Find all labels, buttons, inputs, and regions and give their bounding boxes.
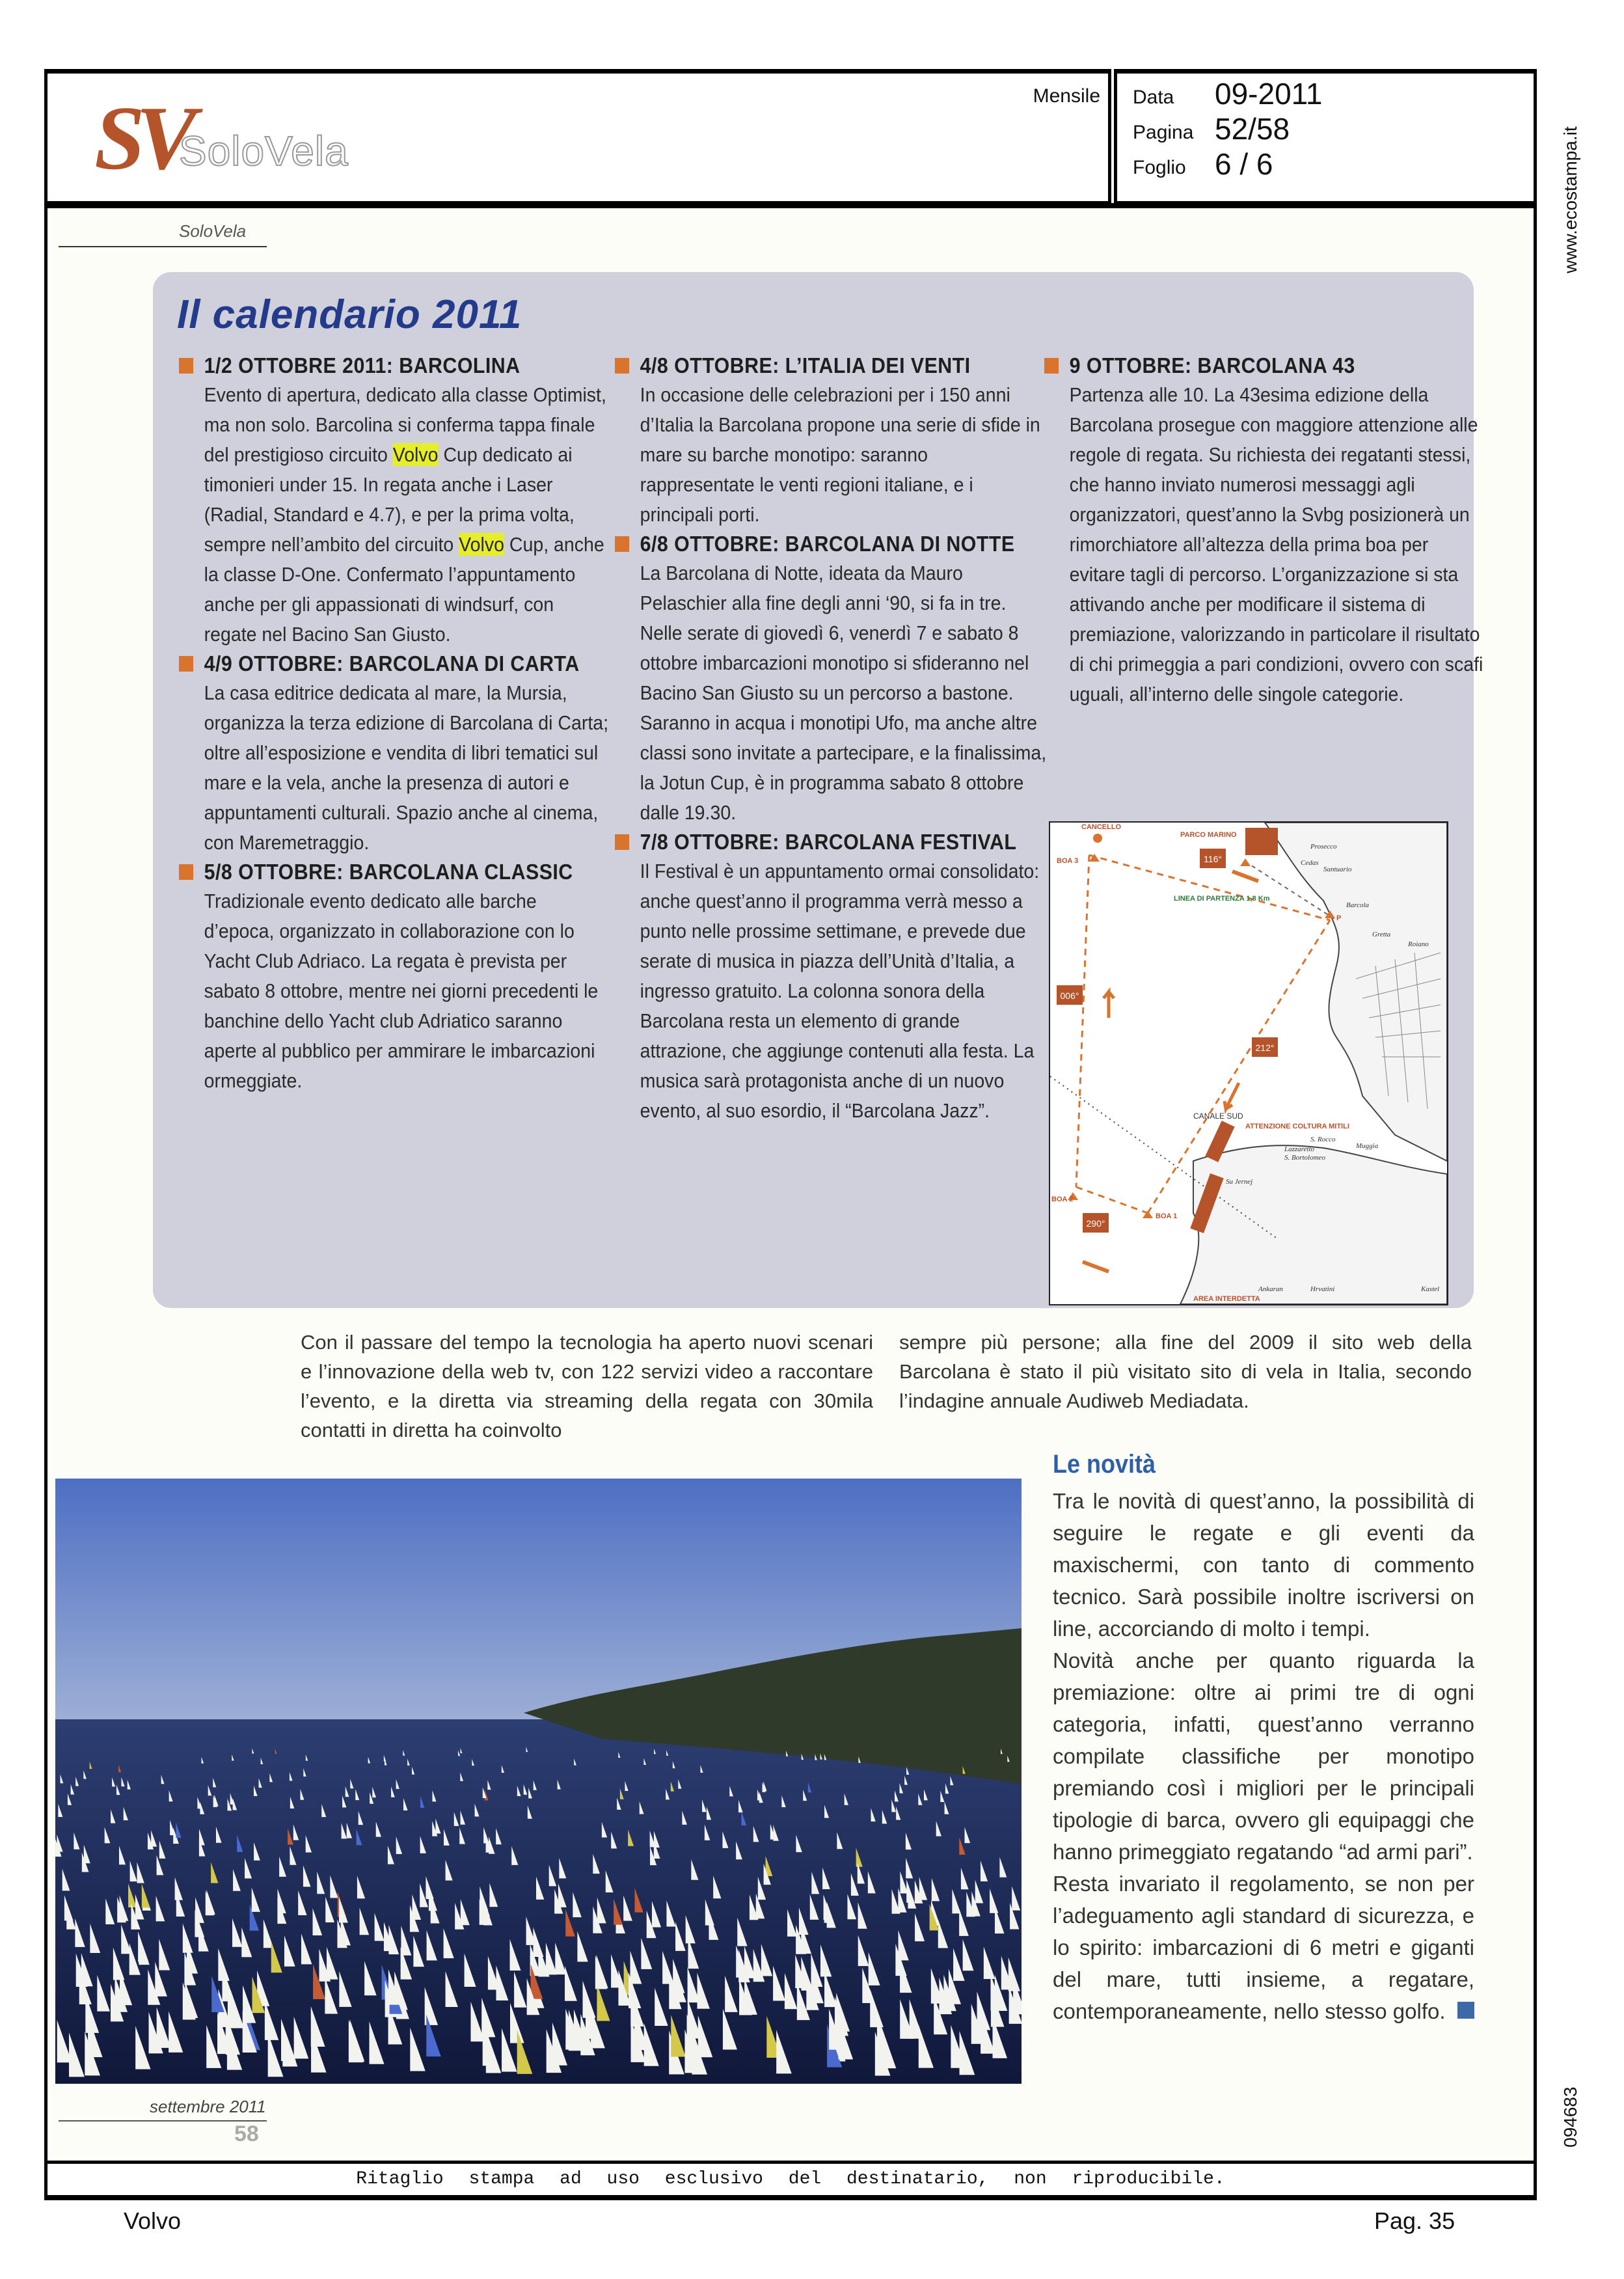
event-heading: 4/9 OTTOBRE: BARCOLANA DI CARTA <box>179 649 556 678</box>
logo-text: SoloVela <box>179 128 349 174</box>
novita-paragraph-text: Resta invariato il regolamento, se non per l’adeguamento agli standard di sicurezza, e lo spirito: imbarcazioni di 6 metri e giganti del mare, tutti insieme, a regatare, contemporaneamente, nello stesso golfo. <box>1053 1872 1474 2023</box>
calendar-column-2 <box>615 351 1047 1126</box>
novita-paragraph: Novità anche per quanto riguarda la premiazione: oltre ai primi tre di ogni categoria, infatti, quest’anno verranno compilate classifiche per monotipo premiando così i migliori per le principali tipologie di barca, ovvero gli equipaggi che hanno primeggiato regatando “ad armi pari”. <box>1053 1648 1474 1864</box>
coast-south <box>1180 1145 1447 1304</box>
label-boa2: BOA 2 <box>1051 1195 1074 1203</box>
label-p: P <box>1336 914 1342 922</box>
article-column-2: sempre più persone; alla fine del 2009 il sito web della Barcolana è stato il più visitato sito di vela in Italia, secondo l’indagine annuale Audiweb Mediadata. <box>899 1331 1472 1412</box>
place-label: Lazzaretto <box>1284 1145 1315 1153</box>
arrow-north-icon <box>1103 992 1114 1018</box>
place-label: Su Jernej <box>1226 1178 1253 1186</box>
clipping-page-number: Pag. 35 <box>1374 2207 1455 2234</box>
calendar-event <box>179 858 599 1096</box>
event-text: Cup, anche la classe D-One. Confermato l’appuntamento anche per gli appassionati di windsurf, con regate nel Bacino San Giusto. <box>204 533 604 646</box>
regatta-photo-svg <box>55 1479 1022 2084</box>
logo-mark: SV <box>94 88 188 189</box>
place-label: Cedas <box>1301 859 1319 867</box>
place-label: Santuario <box>1323 866 1352 873</box>
issue-page-number: 58 <box>234 2122 259 2146</box>
cancello-buoy-icon <box>1093 834 1102 843</box>
meta-label: Foglio <box>1133 157 1186 178</box>
label-linea-partenza: LINEA DI PARTENZA 1,8 Km <box>1174 895 1270 903</box>
start-mark-triangle-icon <box>1240 858 1251 866</box>
event-heading: 9 OTTOBRE: BARCOLANA 43 <box>1044 351 1428 380</box>
event-body: Tradizionale evento dedicato alle barche d’epoca, organizzato in collaborazione con lo Yacht Club Adriaco. La regata è prevista per sabato 8 ottobre, mentre nei giorni precedenti le banchine dello Yacht club Adriatico saranno aperte al pubblico per ammirare le imbarcazioni ormeggiate. <box>204 890 599 1092</box>
meta-value-data: 09-2011 <box>1215 77 1323 111</box>
arrow-southwest-icon <box>1225 1083 1239 1109</box>
calendar-event <box>615 351 1040 530</box>
event-body: Partenza alle 10. La 43esima edizione della Barcolana prosegue con maggiore attenzione alle regole di regata. Su richiesta dei regatanti stessi, che hanno inviato numerosi messaggi agli organizzatori, quest’anno la Svbg posizionerà un rimorchiatore all’altezza della prima boa per evitare tagli di percorso. L’organizzazione si sta attivando anche per modificare il sistema di premiazione, valorizzando in particolare il risultato di chi primeggia a pari condizioni, ovvero con scafi uguali, all’interno delle singole categorie. <box>1069 383 1483 705</box>
meta-row-foglio <box>1133 157 1186 179</box>
arrow-east-icon <box>1232 871 1258 881</box>
meta-row-data <box>1133 87 1174 109</box>
event-body: In occasione delle celebrazioni per i 150 anni d’Italia la Barcolana propone una serie di sfide in mare su barche monotipo: saranno rappresentate le venti regioni italiane, e i principali porti. <box>640 383 1040 526</box>
event-heading: 1/2 OTTOBRE 2011: BARCOLINA <box>179 351 556 380</box>
place-label: Muggia <box>1356 1142 1379 1150</box>
event-text: Evento di apertura, dedicato alla classe Optimist, ma non solo. Barcolina si conferma tappa finale del prestigioso circuito <box>204 383 606 466</box>
event-body: Il Festival è un appuntamento ormai consolidato: anche quest’anno il programma verrà messo a punto nelle prossime settimane, e prevede due serate di musica in piazza dell’Unità d’Italia, a ingresso gratuito. La colonna sonora della Barcolana resta un elemento di grande attrazione, che aggiunge contenuti alla festa. La musica sarà protagonista anche di un nuovo evento, al suo esordio, il “Barcolana Jazz”. <box>640 860 1040 1122</box>
calendar-column-1 <box>179 351 609 1096</box>
place-label: Gretta <box>1372 931 1391 938</box>
place-label: Hrvatini <box>1310 1285 1335 1293</box>
calendar-event <box>615 828 1040 1126</box>
novita-paragraph: Tra le novità di quest’anno, la possibilità di seguire le regate e gli eventi da maxischermi, con tanto di commento tecnico. Sarà possibile inoltre iscriversi on line, accorciando di molto i tempi. <box>1053 1489 1474 1641</box>
calendar-column-3 <box>1044 351 1483 709</box>
running-head-rule <box>59 246 267 247</box>
heading-212: 212° <box>1255 1043 1275 1053</box>
header-publication-box <box>44 69 1111 206</box>
issue-date: settembre 2011 <box>150 2097 266 2116</box>
calendar-event <box>179 351 606 649</box>
meta-label: Data <box>1133 87 1174 108</box>
volvo-highlight: Volvo <box>459 533 504 556</box>
place-label: Barcola <box>1346 901 1370 909</box>
meta-row-pagina <box>1133 122 1193 144</box>
coast-north <box>1265 823 1447 1161</box>
label-cancello: CANCELLO <box>1081 823 1122 831</box>
parco-marino-area <box>1245 828 1278 855</box>
novita-title: Le novità <box>1053 1450 1156 1479</box>
label-canale-sud: CANALE SUD <box>1193 1112 1243 1121</box>
place-label: Ankaran <box>1258 1285 1283 1293</box>
meta-label: Pagina <box>1133 122 1194 143</box>
solovela-logo <box>94 88 381 189</box>
clipping-notice-bar <box>44 2161 1537 2200</box>
side-url: www.ecostampa.it <box>1560 126 1580 273</box>
calendar-title: Il calendario 2011 <box>177 292 522 337</box>
place-label: Roiano <box>1408 940 1429 948</box>
running-head: SoloVela <box>179 221 247 241</box>
arrow-west-icon <box>1083 1262 1109 1272</box>
article-column-1: Con il passare del tempo la tecnologia ha aperto nuovi scenari e l’innovazione della web tv, con 122 servizi video a raccontare l’evento, e la diretta via streaming della regata con 30mila contatti in diretta ha coinvolto <box>301 1331 873 1441</box>
course-map-svg <box>1050 823 1447 1304</box>
regatta-photo <box>55 1479 1022 2084</box>
photo-sea <box>55 1719 1022 2084</box>
heading-116: 116° <box>1204 854 1222 864</box>
label-boa1: BOA 1 <box>1156 1212 1178 1220</box>
place-label: Kastel <box>1421 1285 1440 1293</box>
calendar-event <box>179 649 609 858</box>
clipping-notice: Ritaglio stampa ad uso esclusivo del destinatario, non riproducibile. <box>356 2169 1225 2189</box>
novita-body <box>1053 1485 1474 2027</box>
end-of-article-icon <box>1457 2002 1474 2019</box>
calendar-event <box>615 530 1047 828</box>
novita-paragraph <box>1053 1868 1474 2027</box>
client-name: Volvo <box>124 2207 182 2234</box>
event-heading: 5/8 OTTOBRE: BARCOLANA CLASSIC <box>179 858 556 886</box>
event-text: Cup dedicato ai timonieri under 15. In regata anche i Laser (Radial, Standard e 4.7), e per la prima volta, sempre nell’ambito del circuito <box>204 443 575 556</box>
event-heading: 6/8 OTTOBRE: BARCOLANA DI NOTTE <box>615 530 992 558</box>
event-heading: 7/8 OTTOBRE: BARCOLANA FESTIVAL <box>615 828 992 856</box>
calendar-event <box>1044 351 1483 709</box>
place-label: S. Bortolomeo <box>1284 1154 1325 1162</box>
event-body: La Barcolana di Notte, ideata da Mauro Pelaschier alla fine degli anni ‘90, si fa in tre. Nelle serate di giovedì 6, venerdì 7 e sabato 8 ottobre imbarcazioni monotipo si sfideranno nel Bacino San Giusto su un percorso a bastone. Saranno in acqua i monotipi Ufo, ma anche altre classi sono invitate a partecipare, e la finalissima, la Jotun Cup, è in programma sabato 8 ottobre dalle 19.30. <box>640 562 1047 824</box>
meta-value-pagina: 52/58 <box>1215 112 1290 146</box>
header-meta-box <box>1114 69 1537 206</box>
meta-value-foglio: 6 / 6 <box>1215 147 1273 181</box>
label-attenzione: ATTENZIONE COLTURA MITILI <box>1245 1123 1349 1130</box>
heading-290: 290° <box>1086 1218 1105 1229</box>
place-label: S. Rocco <box>1310 1136 1336 1143</box>
volvo-highlight: Volvo <box>392 443 439 466</box>
event-body <box>179 380 612 649</box>
heading-006: 006° <box>1060 990 1079 1001</box>
place-label: Prosecco <box>1310 843 1337 851</box>
label-boa3: BOA 3 <box>1057 857 1079 865</box>
label-parco-marino: PARCO MARINO <box>1180 831 1237 839</box>
label-area-interdetta: AREA INTERDETTA <box>1193 1295 1260 1303</box>
event-heading: 4/8 OTTOBRE: L’ITALIA DEI VENTI <box>615 351 992 380</box>
side-code: 094683 <box>1560 2086 1580 2148</box>
event-body: La casa editrice dedicata al mare, la Mursia, organizza la terza edizione di Barcolana di Carta; oltre all’esposizione e vendita di libri tematici sul mare e la vela, anche la presenza di autori e appuntamenti culturali. Spazio anche al cinema, con Maremetraggio. <box>204 681 609 854</box>
frequency-label: Mensile <box>1033 85 1100 107</box>
regatta-course-map <box>1049 821 1448 1305</box>
